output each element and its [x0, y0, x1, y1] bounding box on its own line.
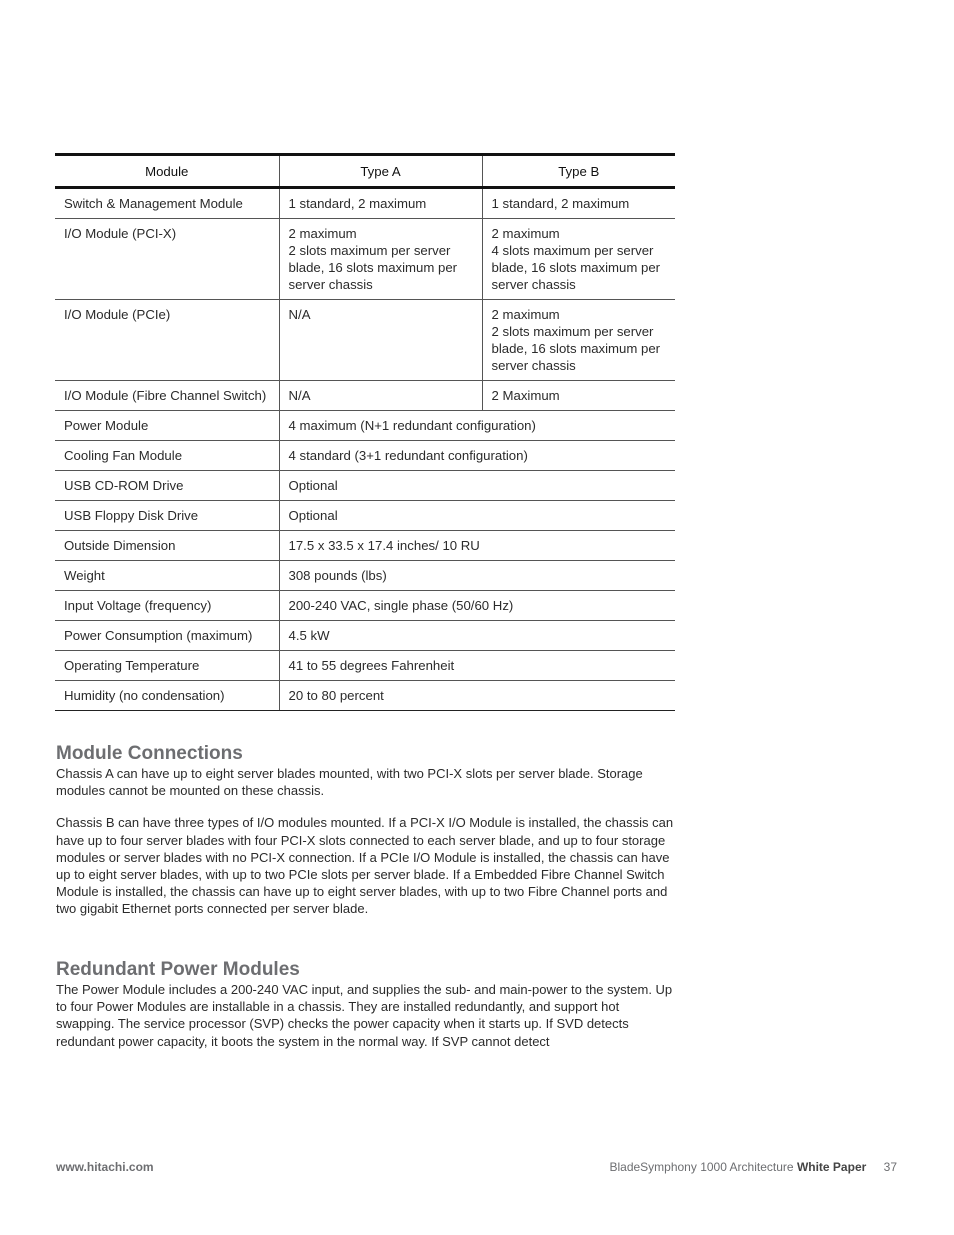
cell-both: 4.5 kW	[279, 621, 675, 651]
cell-module: Switch & Management Module	[55, 188, 279, 219]
table-row	[55, 681, 675, 711]
table-row	[55, 381, 675, 411]
cell-module: Cooling Fan Module	[55, 441, 279, 471]
cell-module: USB Floppy Disk Drive	[55, 501, 279, 531]
table-row	[55, 561, 675, 591]
header-type-a: Type A	[279, 155, 482, 188]
footer-doc-info	[609, 1160, 897, 1174]
table-row	[55, 219, 675, 300]
cell-module: Power Module	[55, 411, 279, 441]
cell-both: 20 to 80 percent	[279, 681, 675, 711]
cell-module: I/O Module (PCIe)	[55, 300, 279, 381]
spec-table	[55, 153, 675, 711]
table-row	[55, 300, 675, 381]
cell-module: Outside Dimension	[55, 531, 279, 561]
table-row	[55, 651, 675, 681]
cell-module: Input Voltage (frequency)	[55, 591, 279, 621]
spec-table-header	[55, 155, 675, 188]
cell-type-b: 2 maximum 2 slots maximum per server blade, 16 slots maximum per server chassis	[482, 300, 675, 381]
table-row	[55, 188, 675, 219]
footer-doc-type: White Paper	[796, 1160, 867, 1174]
table-row	[55, 411, 675, 441]
table-row	[55, 531, 675, 561]
cell-type-b: 2 maximum 4 slots maximum per server blade, 16 slots maximum per server chassis	[482, 219, 675, 300]
table-row	[55, 621, 675, 651]
cell-both: Optional	[279, 501, 675, 531]
paragraph: The Power Module includes a 200-240 VAC input, and supplies the sub- and main-power to the system. Up to four Power Modules are installable in a chassis. They are installed redundantly, and support hot swapping. The service processor (SVP) checks the power capacity when it starts up. If SVD detects redundant power capacity, it boots the system in the normal way. If SVP cannot detect	[56, 982, 673, 1049]
page-number: 37	[883, 1160, 897, 1174]
cell-type-a: N/A	[279, 381, 482, 411]
table-row	[55, 441, 675, 471]
cell-module: Weight	[55, 561, 279, 591]
cell-both: 4 standard (3+1 redundant configuration)	[279, 441, 675, 471]
cell-both: Optional	[279, 471, 675, 501]
section-heading: Redundant Power Modules	[56, 959, 300, 980]
cell-type-b: 1 standard, 2 maximum	[482, 188, 675, 219]
footer-url[interactable]: www.hitachi.com	[56, 1160, 154, 1174]
cell-module: Humidity (no condensation)	[55, 681, 279, 711]
paragraph: Chassis B can have three types of I/O modules mounted. If a PCI-X I/O Module is installed, the chassis can have up to four server blades with four PCI-X slots connected to each server blade, and up to four storage modules or server blades with no PCI-X connection. If a PCIe I/O Module is installed, the chassis can have up to eight server blades, with up to two PCIe slots per server blade. If a Embedded Fibre Channel Switch Module is installed, the chassis can have up to eight server blades, with up to two Fibre Channel ports and two gigabit Ethernet ports connected per server blade.	[56, 815, 674, 917]
cell-module: I/O Module (Fibre Channel Switch)	[55, 381, 279, 411]
footer-doc-title: BladeSymphony 1000 Architecture	[609, 1160, 794, 1174]
cell-module: Operating Temperature	[55, 651, 279, 681]
section-heading: Module Connections	[56, 743, 243, 764]
table-row	[55, 471, 675, 501]
cell-both: 4 maximum (N+1 redundant configuration)	[279, 411, 675, 441]
spec-table-body	[55, 188, 675, 711]
header-type-b: Type B	[482, 155, 675, 188]
table-row	[55, 501, 675, 531]
module-connections-section	[56, 742, 678, 933]
cell-both: 308 pounds (lbs)	[279, 561, 675, 591]
cell-type-a: 2 maximum 2 slots maximum per server blade, 16 slots maximum per server chassis	[279, 219, 482, 300]
table-row	[55, 591, 675, 621]
cell-module: Power Consumption (maximum)	[55, 621, 279, 651]
cell-both: 41 to 55 degrees Fahrenheit	[279, 651, 675, 681]
paragraph: Chassis A can have up to eight server blades mounted, with two PCI-X slots per server blade. Storage modules cannot be mounted on these chassis.	[56, 766, 643, 799]
cell-both: 200-240 VAC, single phase (50/60 Hz)	[279, 591, 675, 621]
cell-module: I/O Module (PCI-X)	[55, 219, 279, 300]
cell-both: 17.5 x 33.5 x 17.4 inches/ 10 RU	[279, 531, 675, 561]
redundant-power-section	[56, 958, 678, 1065]
cell-type-b: 2 Maximum	[482, 381, 675, 411]
header-module: Module	[145, 163, 189, 179]
cell-type-a: 1 standard, 2 maximum	[279, 188, 482, 219]
cell-module: USB CD-ROM Drive	[55, 471, 279, 501]
cell-type-a: N/A	[279, 300, 482, 381]
